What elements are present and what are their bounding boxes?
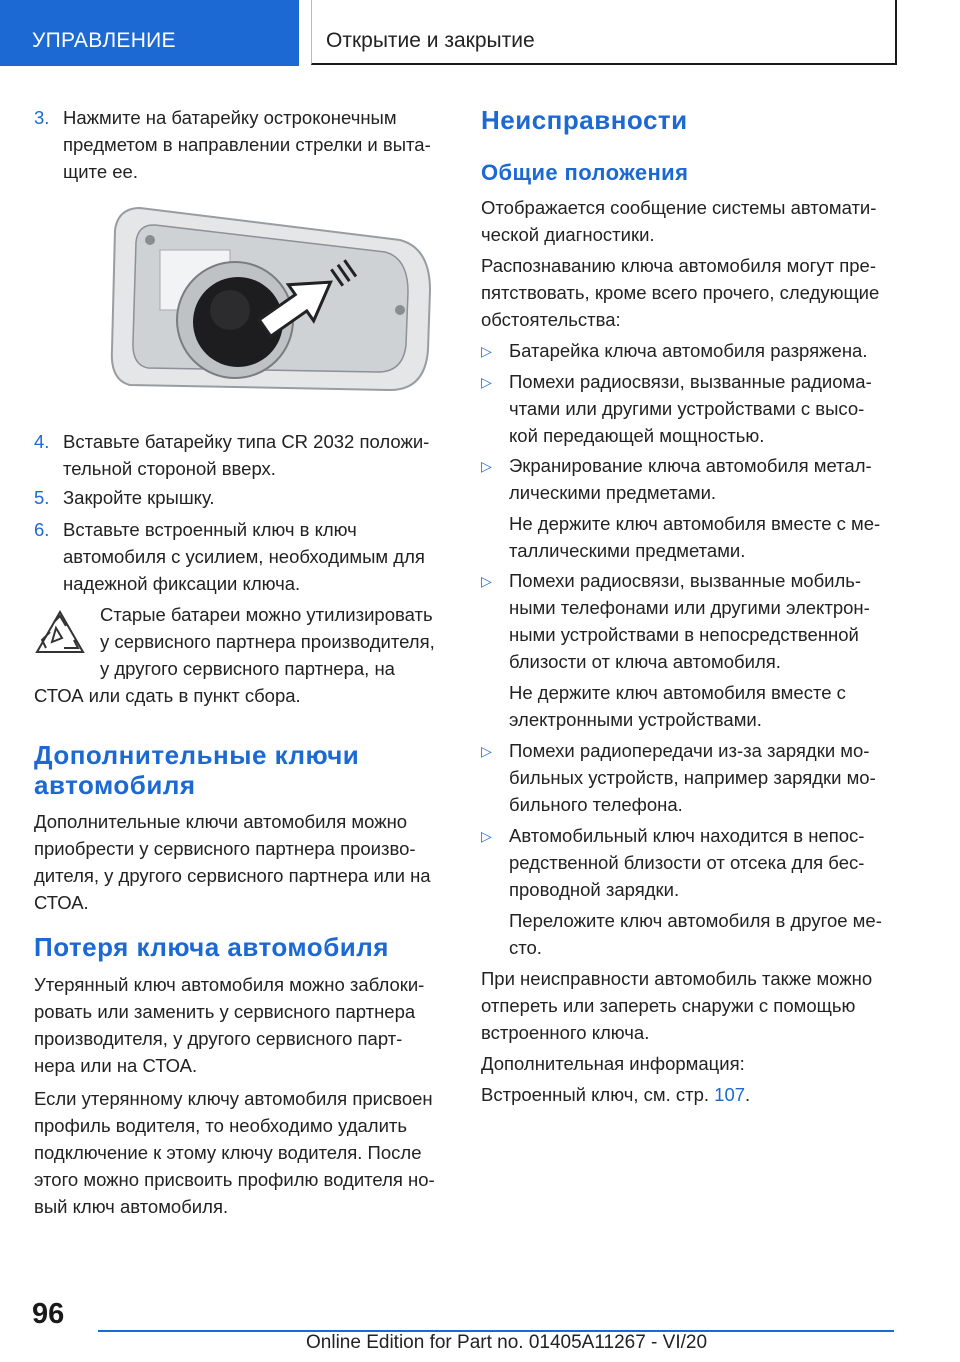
- bullet-note-line: Не держите ключ автомобиля вместе с ме-: [509, 513, 881, 534]
- malfunctions-heading: Неисправности: [481, 105, 688, 135]
- bullet-line: лическими предметами.: [509, 482, 717, 503]
- cross-reference: [481, 1081, 750, 1109]
- paragraph-line: СТОА.: [34, 892, 89, 913]
- paragraph-line: ческой диагностики.: [481, 224, 655, 245]
- recycle-note-line: Старые батареи можно утилизировать: [100, 604, 433, 625]
- triangle-right-icon: ▷: [481, 343, 492, 359]
- bullet-line: редственной близости от отсека для бес-: [509, 852, 865, 873]
- bullet-line: близости от ключа автомобиля.: [509, 651, 781, 672]
- section-tab: [0, 0, 299, 66]
- step-text-line: автомобиля с усилием, необходимым для: [63, 546, 425, 567]
- recycle-note-line: у сервисного партнера производителя,: [100, 631, 435, 652]
- step-text-line: Вставьте встроенный ключ в ключ: [63, 519, 357, 540]
- step-text-line: предметом в направлении стрелки и выта-: [63, 134, 431, 155]
- step-text-line: щите ее.: [63, 161, 138, 182]
- step-number: 3.: [34, 107, 50, 128]
- bullet-line: Помехи радиосвязи, вызванные радиома-: [509, 371, 872, 392]
- paragraph-line: Утерянный ключ автомобиля можно заблоки-: [34, 974, 425, 995]
- paragraph-line: дителя, у другого сервисного партнера или на: [34, 865, 431, 886]
- step-number: 4.: [34, 431, 50, 452]
- bullet-line: чтами или другими устройствами с высо-: [509, 398, 865, 419]
- paragraph-line: производителя, у другого сервисного парт-: [34, 1028, 403, 1049]
- paragraph-line: обстоятельства:: [481, 309, 621, 330]
- paragraph-line: приобрести у сервисного партнера произво-: [34, 838, 416, 859]
- triangle-right-icon: ▷: [481, 828, 492, 844]
- cross-reference-end: .: [745, 1084, 751, 1105]
- paragraph-line: встроенного ключа.: [481, 1022, 650, 1043]
- chapter-header: [311, 0, 897, 65]
- bullet-note-line: Не держите ключ автомобиля вместе с: [509, 682, 846, 703]
- step-text-line: Вставьте батарейку типа CR 2032 положи-: [63, 431, 430, 452]
- paragraph-line: пятствовать, кроме всего прочего, следующие: [481, 282, 880, 303]
- lost-key-heading: Потеря ключа автомобиля: [34, 932, 389, 962]
- page-link[interactable]: 107: [714, 1084, 746, 1105]
- paragraph-line: ровать или заменить у сервисного партнера: [34, 1001, 416, 1022]
- paragraph-line: профиль водителя, то необходимо удалить: [34, 1115, 408, 1136]
- paragraph-line: отпереть или запереть снаружи с помощью: [481, 995, 856, 1016]
- step-text-line: Закройте крышку.: [63, 487, 215, 508]
- section-title: УПРАВЛЕНИЕ: [32, 29, 176, 52]
- paragraph-line: Если утерянному ключу автомобиля присвоен: [34, 1088, 433, 1109]
- triangle-right-icon: ▷: [481, 573, 492, 589]
- step-text-line: тельной стороной вверх.: [63, 458, 276, 479]
- recycle-note-line: у другого сервисного партнера, на: [100, 658, 395, 679]
- general-subheading: Общие положения: [481, 160, 689, 185]
- key-battery-illustration: [100, 200, 440, 400]
- page-number: 96: [32, 1298, 65, 1330]
- extra-keys-heading-cont: автомобиля: [34, 770, 196, 800]
- step-text-line: Нажмите на батарейку остроконечным: [63, 107, 397, 128]
- bullet-line: Помехи радиосвязи, вызванные мобиль-: [509, 570, 862, 591]
- bullet-line: Батарейка ключа автомобиля разряжена.: [509, 340, 868, 361]
- paragraph-line: При неисправности автомобиль также можно: [481, 968, 873, 989]
- step-text-line: надежной фиксации ключа.: [63, 573, 301, 594]
- bullet-note-line: Переложите ключ автомобиля в другое ме-: [509, 910, 882, 931]
- paragraph-line: Отображается сообщение системы автомати-: [481, 197, 877, 218]
- bullet-line: кой передающей мощностью.: [509, 425, 765, 446]
- cross-reference-text: Встроенный ключ, см. стр.: [481, 1084, 715, 1105]
- recycle-note-line: СТОА или сдать в пункт сбора.: [34, 685, 301, 706]
- paragraph-line: нера или на СТОА.: [34, 1055, 198, 1076]
- bullet-line: ными устройствами в непосредственной: [509, 624, 859, 645]
- paragraph-line: подключение к этому ключу водителя. После: [34, 1142, 422, 1163]
- paragraph-line: этого можно присвоить профилю водителя но-: [34, 1169, 435, 1190]
- step-number: 6.: [34, 519, 50, 540]
- bullet-line: ными телефонами или другими электрон-: [509, 597, 870, 618]
- paragraph-line: Дополнительные ключи автомобиля можно: [34, 811, 408, 832]
- bullet-line: Автомобильный ключ находится в непос-: [509, 825, 865, 846]
- bullet-note-line: таллическими предметами.: [509, 540, 746, 561]
- step-number: 5.: [34, 487, 50, 508]
- bullet-line: бильных устройств, например зарядки мо-: [509, 767, 876, 788]
- paragraph-line: Распознаванию ключа автомобиля могут пре-: [481, 255, 876, 276]
- bullet-line: Помехи радиопередачи из-за зарядки мо-: [509, 740, 870, 761]
- chapter-title: Открытие и закрытие: [326, 29, 535, 52]
- edition-note: Online Edition for Part no. 01405A11267 - VI/20: [306, 1332, 708, 1353]
- paragraph-line: вый ключ автомобиля.: [34, 1196, 229, 1217]
- paragraph-line: Дополнительная информация:: [481, 1053, 745, 1074]
- bullet-line: Экранирование ключа автомобиля метал-: [509, 455, 872, 476]
- triangle-right-icon: ▷: [481, 374, 492, 390]
- bullet-note-line: сто.: [509, 937, 542, 958]
- recycle-icon: [34, 608, 86, 660]
- bullet-line: бильного телефона.: [509, 794, 683, 815]
- bullet-note-line: электронными устройствами.: [509, 709, 762, 730]
- extra-keys-heading: Дополнительные ключи: [34, 740, 360, 770]
- bullet-line: проводной зарядки.: [509, 879, 680, 900]
- triangle-right-icon: ▷: [481, 458, 492, 474]
- triangle-right-icon: ▷: [481, 743, 492, 759]
